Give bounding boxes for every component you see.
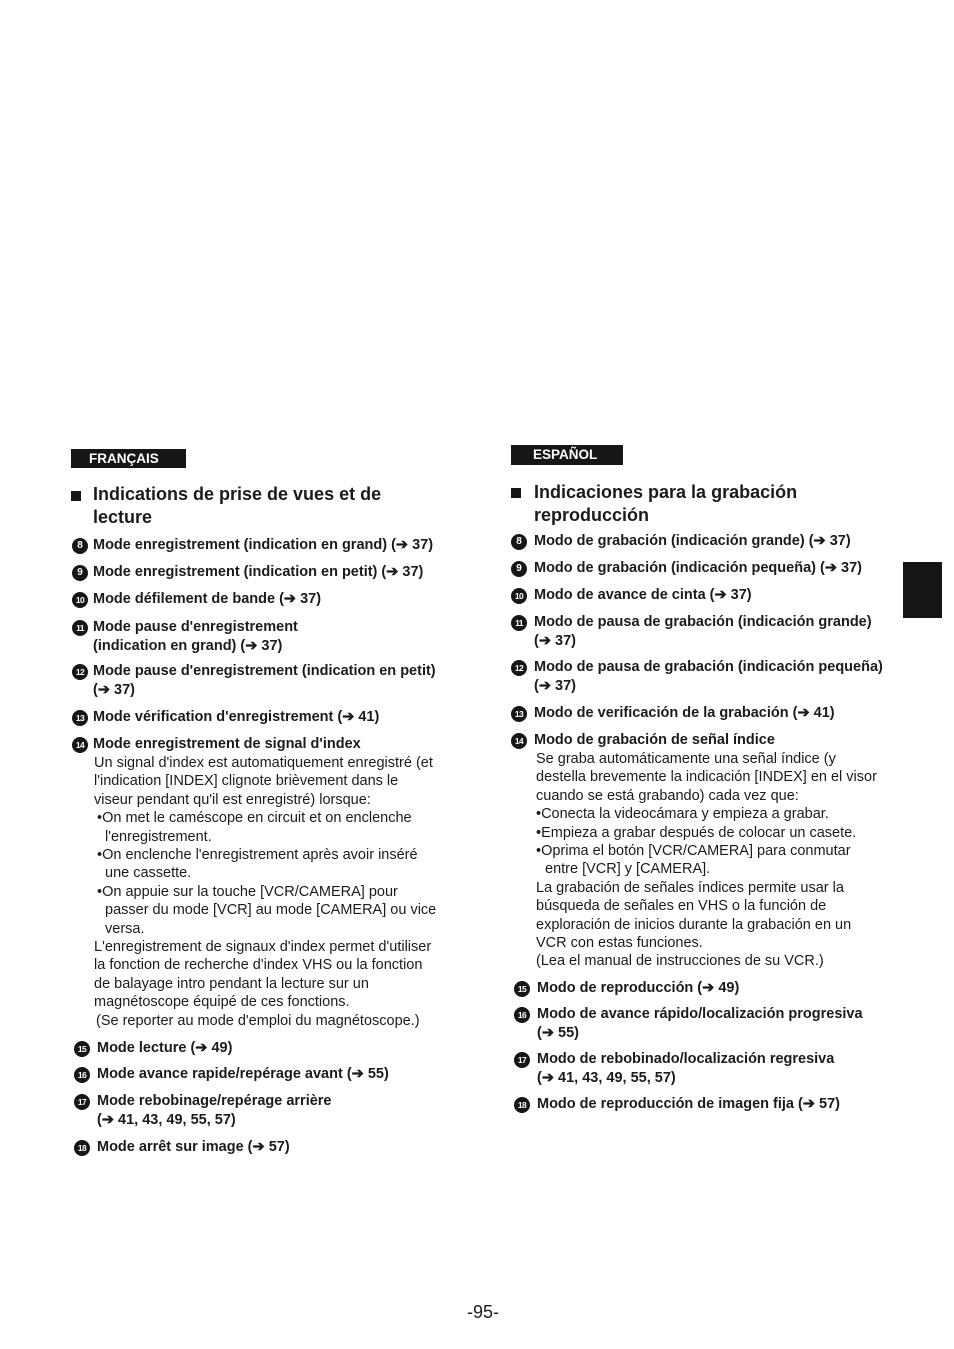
- square-bullet-icon: [511, 488, 521, 498]
- number-badge: 9: [72, 565, 88, 581]
- language-label-french: FRANÇAIS: [71, 449, 186, 468]
- item-title: Mode défilement de bande (➔ 37): [93, 591, 322, 607]
- item-title: Mode enregistrement (indication en petit) (➔ 37): [93, 564, 424, 580]
- fr-item-12: [71, 662, 436, 700]
- fr-item-13: [71, 708, 379, 727]
- number-badge: 13: [72, 710, 88, 726]
- number-badge: 11: [72, 620, 88, 636]
- body-line: passer du mode [VCR] au mode [CAMERA] ou vice: [105, 902, 437, 919]
- body-line: une cassette.: [105, 865, 192, 882]
- es-item-17: [513, 1050, 834, 1088]
- item-title: Mode arrêt sur image (➔ 57): [97, 1139, 290, 1155]
- es-item-14: [510, 731, 877, 971]
- bullet-line: •Conecta la videocámara y empieza a grabar.: [536, 806, 829, 823]
- item-title: Mode pause d'enregistrement (indication en petit): [93, 663, 436, 679]
- section-tab-marker: [903, 562, 942, 618]
- fr-item-16: [73, 1065, 389, 1084]
- item-title: Mode enregistrement de signal d'index: [93, 736, 361, 752]
- fr-item-18: [73, 1138, 290, 1157]
- number-badge: 16: [514, 1007, 530, 1023]
- body-line: versa.: [105, 920, 145, 937]
- body-line: Se graba automáticamente una señal índice (y: [536, 751, 836, 767]
- heading-line: Indicaciones para la grabación: [534, 482, 798, 502]
- bullet-line: •Empieza a grabar después de colocar un casete.: [536, 824, 857, 841]
- number-badge: 12: [72, 664, 88, 680]
- body-line: (Se reporter au mode d'emploi du magnétoscope.): [96, 1012, 420, 1029]
- item-title: (➔ 41, 43, 49, 55, 57): [537, 1070, 676, 1086]
- es-item-12: [510, 658, 883, 696]
- es-item-13: [510, 704, 835, 723]
- item-title: Mode rebobinage/repérage arrière: [97, 1093, 332, 1109]
- body-line: VCR con estas funciones.: [536, 935, 703, 952]
- number-badge: 16: [74, 1067, 90, 1083]
- item-title: (➔ 37): [534, 633, 576, 649]
- section-heading: [71, 483, 381, 529]
- es-item-15: [513, 979, 739, 998]
- item-title: (➔ 37): [534, 678, 576, 694]
- item-title: Modo de reproducción de imagen fija (➔ 57): [537, 1096, 840, 1112]
- number-badge: 15: [514, 981, 530, 997]
- fr-item-9: [71, 563, 423, 582]
- item-title: Modo de grabación de señal índice: [534, 732, 775, 748]
- es-item-8: [510, 532, 851, 551]
- number-badge: 8: [511, 534, 527, 550]
- body-line: Un signal d'index est automatiquement enregistré (et: [94, 755, 433, 771]
- fr-item-14: [71, 735, 436, 1030]
- heading-line: reproducción: [534, 505, 650, 525]
- number-badge: 14: [72, 737, 88, 753]
- item-title: (➔ 41, 43, 49, 55, 57): [97, 1112, 236, 1128]
- body-line: exploración de inicios durante la grabación en un: [536, 916, 852, 933]
- body-line: entre [VCR] y [CAMERA].: [545, 861, 711, 878]
- bullet-line: •On appuie sur la touche [VCR/CAMERA] pour: [97, 883, 398, 900]
- item-title: Mode avance rapide/repérage avant (➔ 55): [97, 1066, 389, 1082]
- body-line: La grabación de señales índices permite usar la: [536, 879, 844, 896]
- number-badge: 11: [511, 615, 527, 631]
- number-badge: 12: [511, 660, 527, 676]
- item-title: Mode pause d'enregistrement: [93, 619, 298, 635]
- page-number: -95-: [466, 1302, 499, 1322]
- fr-item-17: [73, 1092, 332, 1130]
- item-title: (➔ 55): [537, 1025, 579, 1041]
- number-badge: 8: [72, 538, 88, 554]
- item-title: Modo de verificación de la grabación (➔ 41): [534, 705, 835, 721]
- fr-item-10: [71, 590, 321, 609]
- body-line: búsqueda de señales en VHS o la función de: [536, 898, 827, 915]
- item-title: Modo de pausa de grabación (indicación grande): [534, 614, 872, 630]
- fr-item-11: [71, 618, 298, 656]
- item-title: Modo de grabación (indicación grande) (➔ 37): [534, 533, 851, 549]
- body-line: la fonction de recherche d'index VHS ou la fonction: [94, 957, 423, 974]
- item-title: (➔ 37): [93, 682, 135, 698]
- bullet-line: •On enclenche l'enregistrement après avoir inséré: [97, 847, 418, 864]
- number-badge: 14: [511, 733, 527, 749]
- body-line: destella brevemente la indicación [INDEX] en el visor: [536, 769, 877, 786]
- item-title: Modo de grabación (indicación pequeña) (➔ 37): [534, 560, 862, 576]
- number-badge: 9: [511, 561, 527, 577]
- body-line: magnétoscope équipé de ces fonctions.: [94, 994, 350, 1011]
- item-title: Mode enregistrement (indication en grand) (➔ 37): [93, 537, 434, 553]
- number-badge: 10: [511, 588, 527, 604]
- item-title: (indication en grand) (➔ 37): [93, 638, 283, 654]
- es-item-10: [510, 586, 752, 605]
- es-item-16: [513, 1005, 863, 1043]
- number-badge: 10: [72, 592, 88, 608]
- number-badge: 18: [514, 1097, 530, 1113]
- number-badge: 17: [74, 1094, 90, 1110]
- item-title: Modo de pausa de grabación (indicación pequeña): [534, 659, 883, 675]
- es-item-18: [513, 1095, 840, 1114]
- bullet-line: •Oprima el botón [VCR/CAMERA] para conmutar: [536, 843, 851, 860]
- es-item-9: [510, 559, 862, 578]
- fr-item-15: [73, 1039, 232, 1058]
- number-badge: 13: [511, 706, 527, 722]
- heading-line: Indications de prise de vues et de: [93, 484, 382, 504]
- number-badge: 18: [74, 1140, 90, 1156]
- body-line: l'enregistrement.: [105, 828, 212, 845]
- item-description: [536, 750, 877, 971]
- body-line: L'enregistrement de signaux d'index permet d'utiliser: [94, 939, 432, 956]
- language-label-spanish: ESPAÑOL: [511, 445, 623, 465]
- number-badge: 15: [74, 1041, 90, 1057]
- item-title: Modo de rebobinado/localización regresiva: [537, 1051, 835, 1067]
- item-title: Modo de avance de cinta (➔ 37): [534, 587, 752, 603]
- item-title: Modo de avance rápido/localización progresiva: [537, 1006, 863, 1022]
- item-title: Modo de reproducción (➔ 49): [537, 980, 740, 996]
- bullet-line: •On met le caméscope en circuit et on enclenche: [97, 810, 412, 827]
- square-bullet-icon: [71, 491, 81, 501]
- item-title: Mode vérification d'enregistrement (➔ 41): [93, 709, 380, 725]
- body-line: l'indication [INDEX] clignote brièvement dans le: [94, 773, 399, 790]
- heading-line: lecture: [93, 507, 153, 527]
- body-line: viseur pendant qu'il est enregistré) lorsque:: [94, 791, 371, 808]
- section-heading: [511, 481, 797, 527]
- number-badge: 17: [514, 1052, 530, 1068]
- body-line: cuando se está grabando) cada vez que:: [536, 787, 799, 804]
- es-item-11: [510, 613, 872, 651]
- fr-item-8: [71, 536, 433, 555]
- item-title: Mode lecture (➔ 49): [97, 1040, 233, 1056]
- body-line: (Lea el manual de instrucciones de su VCR.): [536, 953, 824, 970]
- item-description: [94, 754, 436, 1030]
- body-line: de balayage intro pendant la lecture sur un: [94, 975, 369, 992]
